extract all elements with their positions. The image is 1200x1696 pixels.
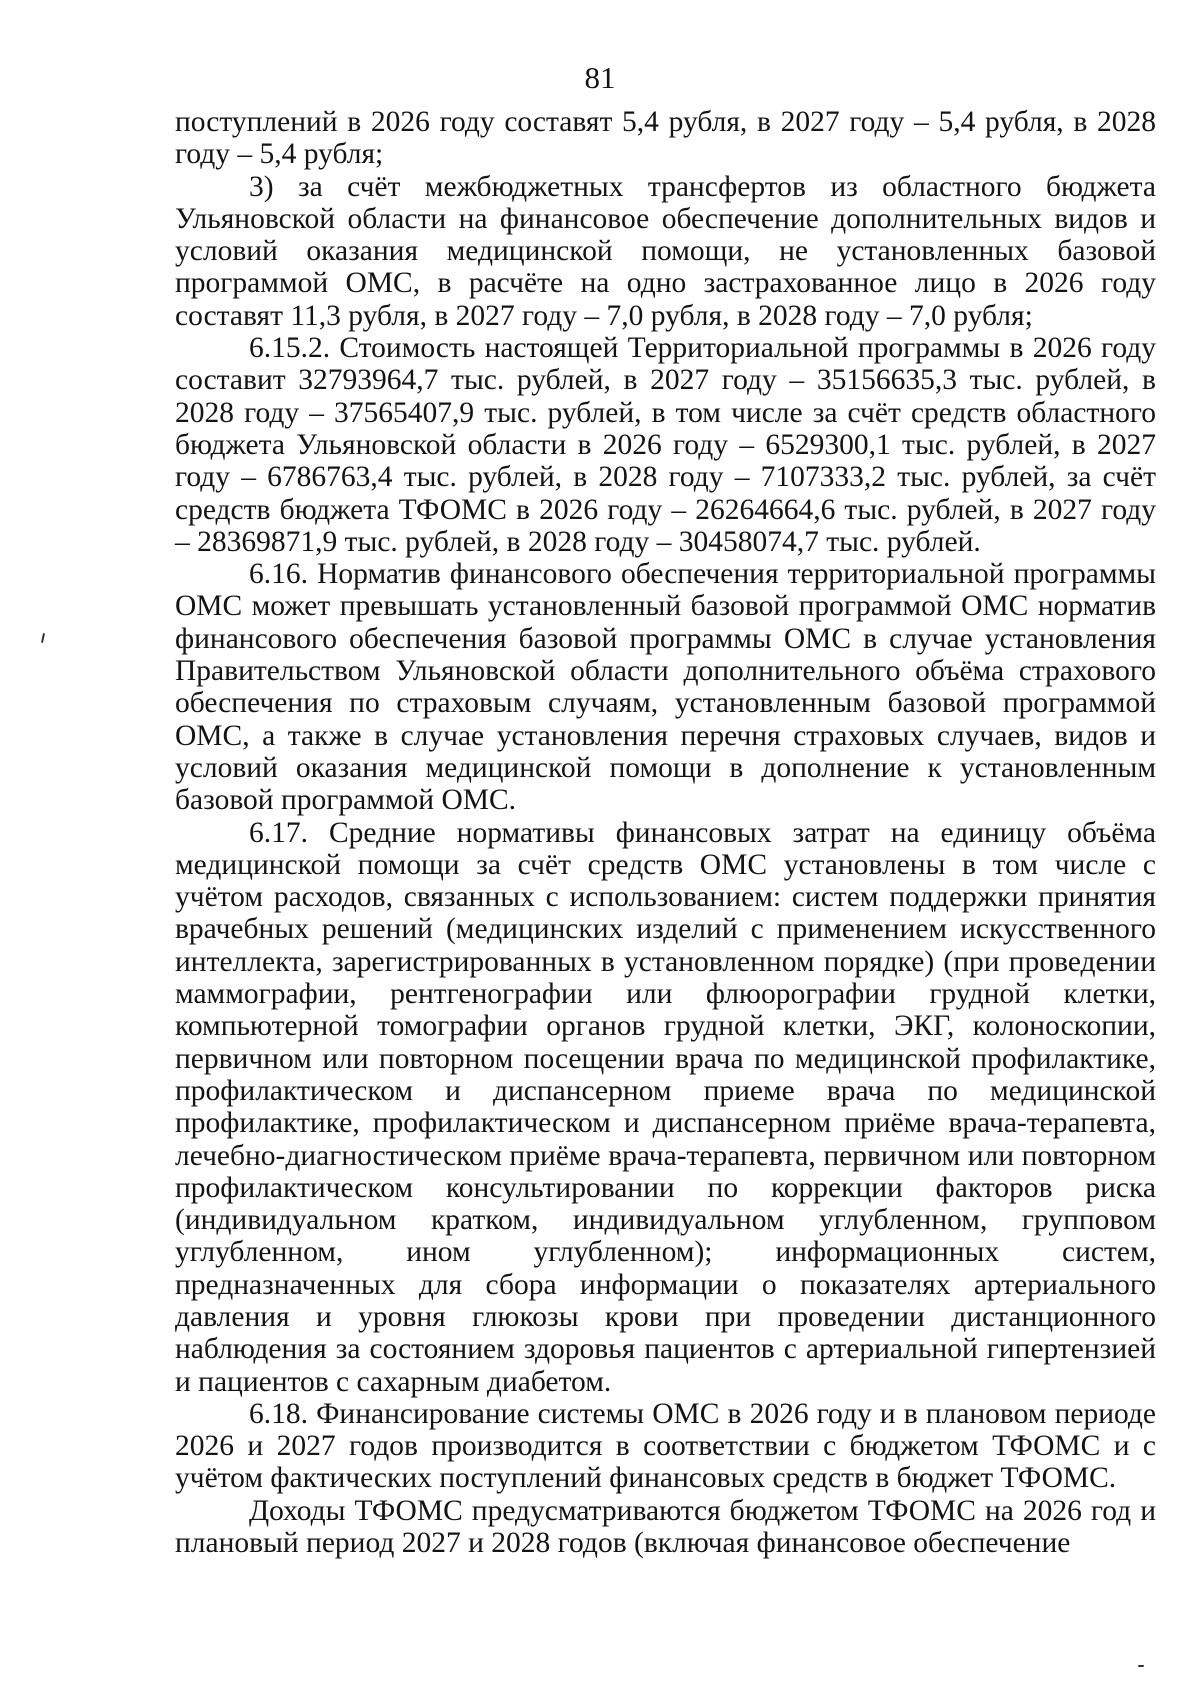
paragraph-6-16: 6.16. Норматив финансового обеспечения территориальной программы ОМС может превышать установленный базовой программой ОМС норматив финансового обеспечения базовой программы ОМС в случае установления Правительством Ульяновской области дополнительного объёма страхового обеспечения по страховым случаям, установленным базовой программой ОМС, а также в случае установления перечня страховых случаев, видов и условий оказания медицинской помощи в дополнение к установленным базовой программой ОМС. bbox=[175, 558, 1156, 817]
paragraph-continuation: поступлений в 2026 году составят 5,4 рубля, в 2027 году – 5,4 рубля, в 2028 году – 5,4 рубля; bbox=[175, 106, 1156, 171]
paragraph-6-18: 6.18. Финансирование системы ОМС в 2026 году и в плановом периоде 2026 и 2027 годов производится в соответствии с бюджетом ТФОМС и с учётом фактических поступлений финансовых средств в бюджет ТФОМС. bbox=[175, 1397, 1156, 1495]
paragraph-6-17: 6.17. Средние нормативы финансовых затрат на единицу объёма медицинской помощи за счёт средств ОМС установлены в том числе с учётом расходов, связанных с использованием: систем поддержки принятия врачебных решений (медицинских изделий с применением искусственного интеллекта, зарегистрированных в установленном порядке) (при проведении маммографии, рентгенографии или флюорографии грудной клетки, компьютерной томографии органов грудной клетки, ЭКГ, колоноскопии, первичном или повторном посещении врача по медицинской профилактике, профилактическом и диспансерном приеме врача по медицинской профилактике, профилактическом и диспансерном приёме врача-терапевта, лечебно-диагностическом приёме врача-терапевта, первичном или повторном профилактическом консультировании по коррекции факторов риска (индивидуальном кратком, индивидуальном углубленном, групповом углубленном, ином углубленном); информационных систем, предназначенных для сбора информации о показателях артериального давления и уровня глюкозы крови при проведении дистанционного наблюдения за состоянием здоровья пациентов с артериальной гипертензией и пациентов с сахарным диабетом. bbox=[175, 816, 1156, 1398]
page-number: 81 bbox=[584, 60, 616, 95]
paragraph-tfoms-income: Доходы ТФОМС предусматриваются бюджетом ТФОМС на 2026 год и плановый период 2027 и 2028 годов (включая финансовое обеспечение bbox=[175, 1494, 1156, 1560]
paragraph-6-15-2: 6.15.2. Стоимость настоящей Территориальной программы в 2026 году составит 32793964,7 тыс. рублей, в 2027 году – 35156635,3 тыс. рублей, в 2028 году – 37565407,9 тыс. рублей, в том числе за счёт средств областного бюджета Ульяновской области в 2026 году – 6529300,1 тыс. рублей, в 2027 году – 6786763,4 тыс. рублей, в 2028 году – 7107333,2 тыс. рублей, за счёт средств бюджета ТФОМС в 2026 году – 26264664,6 тыс. рублей, в 2027 году – 28369871,9 тыс. рублей, в 2028 году – 30458074,7 тыс. рублей. bbox=[175, 332, 1156, 558]
paragraph-item-3: 3) за счёт межбюджетных трансфертов из областного бюджета Ульяновской области на финансовое обеспечение дополнительных видов и условий оказания медицинской помощи, не установленных базовой программой ОМС, в расчёте на одно застрахованное лицо в 2026 году составят 11,3 рубля, в 2027 году – 7,0 рубля, в 2028 году – 7,0 рубля; bbox=[175, 170, 1156, 332]
scan-speck-left bbox=[41, 633, 45, 643]
scan-speck-bottom-right bbox=[1138, 1665, 1144, 1667]
document-body bbox=[175, 106, 1156, 1559]
